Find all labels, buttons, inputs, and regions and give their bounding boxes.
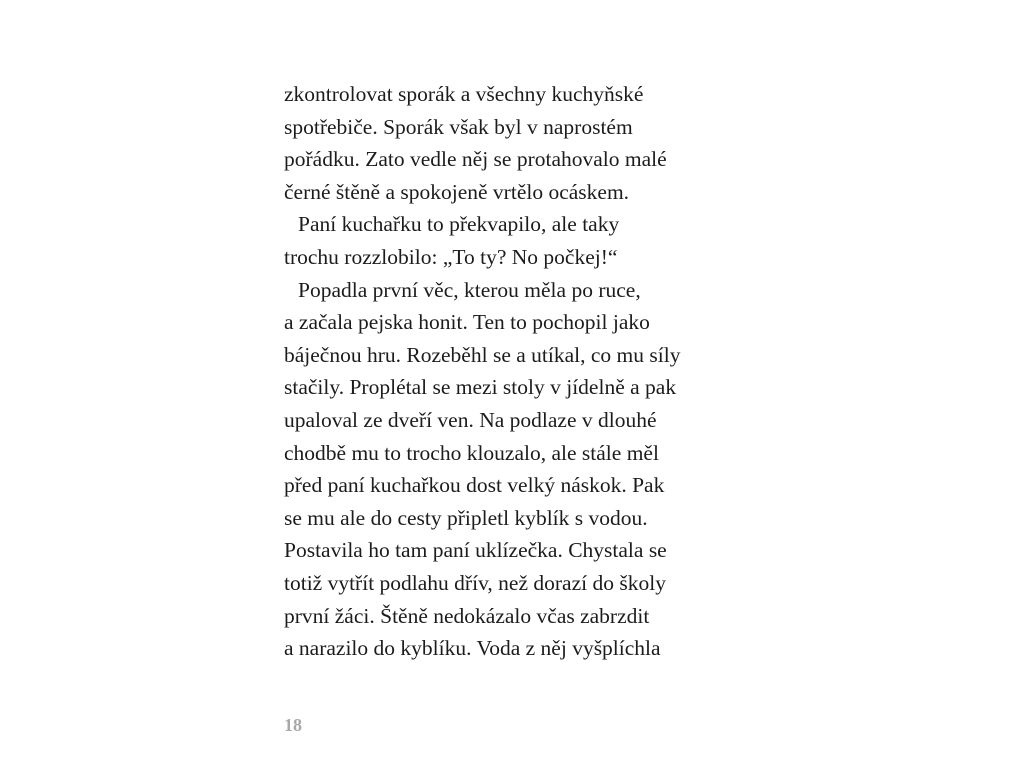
text-line: chodbě mu to trocho klouzalo, ale stále měl — [284, 440, 659, 465]
text-line: se mu ale do cesty připletl kyblík s vodou. — [284, 505, 648, 530]
page-number: 18 — [284, 715, 302, 735]
text-line: báječnou hru. Rozeběhl se a utíkal, co mu síly — [284, 342, 681, 367]
text-line: a začala pejska honit. Ten to pochopil jako — [284, 310, 650, 335]
text-line: totiž vytřít podlahu dřív, než dorazí do školy — [284, 570, 666, 595]
text-line: Popadla první věc, kterou měla po ruce, — [298, 277, 641, 302]
text-line: zkontrolovat sporák a všechny kuchyňské — [284, 82, 644, 106]
text-line: před paní kuchařkou dost velký náskok. Pak — [284, 473, 665, 498]
text-line: stačily. Proplétal se mezi stoly v jídelně a pak — [284, 375, 677, 400]
text-line: černé štěně a spokojeně vrtělo ocáskem. — [284, 179, 630, 204]
text-line: Paní kuchařku to překvapilo, ale taky — [298, 212, 620, 237]
text-line: upaloval ze dveří ven. Na podlaze v dlouhé — [284, 407, 657, 432]
text-line: spotřebiče. Sporák však byl v naprostém — [284, 114, 633, 139]
text-line: pořádku. Zato vedle něj se protahovalo malé — [284, 147, 667, 172]
body-text — [284, 78, 754, 665]
text-line: Postavila ho tam paní uklízečka. Chystala se — [284, 538, 667, 563]
text-line: a narazilo do kyblíku. Voda z něj vyšplíchla — [284, 636, 661, 661]
text-line: trochu rozzlobilo: „To ty? No počkej!“ — [284, 244, 618, 269]
text-line: první žáci. Štěně nedokázalo včas zabrzdit — [284, 603, 650, 628]
